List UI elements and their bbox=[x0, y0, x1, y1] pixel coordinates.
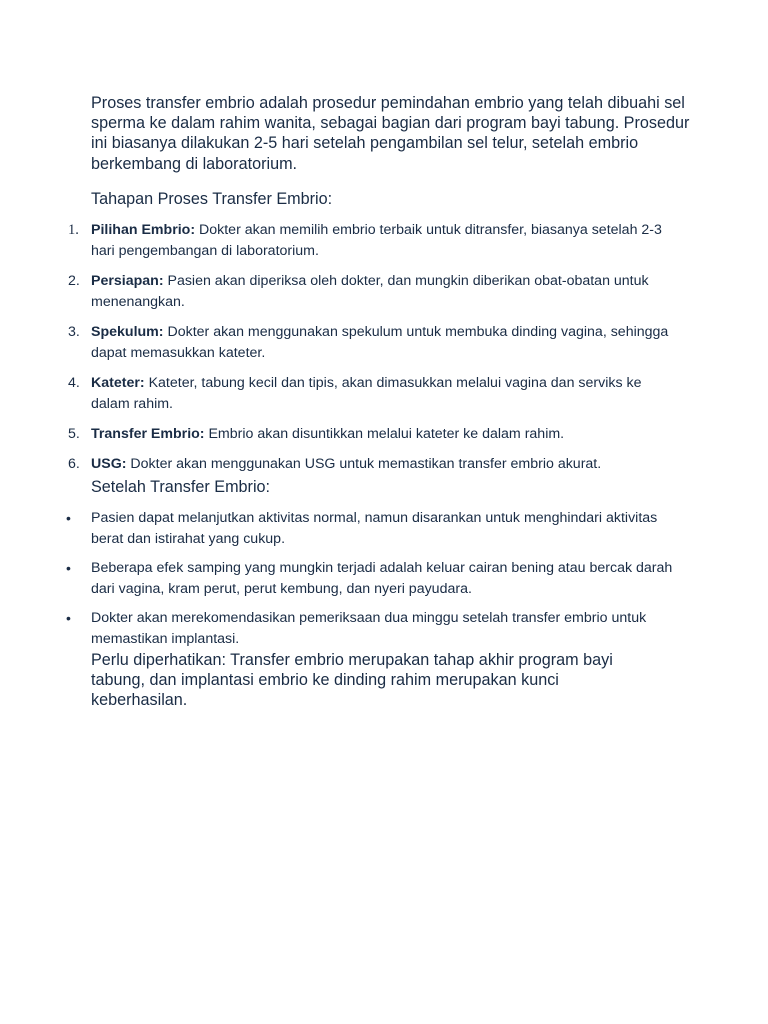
step-item-6 bbox=[0, 454, 681, 475]
bullet-dot-icon: • bbox=[66, 560, 71, 576]
step-text: Kateter, tabung kecil dan tipis, akan dimasukkan melalui vagina dan serviks ke dalam rahim. bbox=[91, 375, 642, 412]
step-text: Dokter akan menggunakan USG untuk memastikan transfer embrio akurat. bbox=[126, 456, 602, 472]
setelah-heading: Setelah Transfer Embrio: bbox=[91, 478, 271, 496]
step-term: Kateter: bbox=[91, 375, 145, 391]
step-item-3 bbox=[0, 322, 681, 364]
intro-paragraph: Proses transfer embrio adalah prosedur pemindahan embrio yang telah dibuahi sel sperma ke dalam rahim wanita, sebagai bagian dari program bayi tabung. Prosedur ini biasanya dilakukan 2-5 hari setelah pengambilan sel telur, setelah embrio berkembang di laboratorium. bbox=[91, 94, 690, 173]
bullet-item-2 bbox=[0, 558, 681, 600]
bullet-item-1 bbox=[0, 508, 681, 550]
step-number: 6. bbox=[68, 456, 80, 472]
step-term: USG: bbox=[91, 456, 127, 472]
bullet-dot-icon: • bbox=[66, 510, 71, 526]
bullet-text: Beberapa efek samping yang mungkin terjadi adalah keluar cairan bening atau bercak darah dari vagina, kram perut, perut kembung, dan nyeri payudara. bbox=[91, 560, 673, 597]
step-item-5 bbox=[0, 424, 681, 445]
step-item-1 bbox=[0, 220, 681, 262]
steps-list bbox=[0, 220, 768, 484]
step-term: Spekulum: bbox=[91, 324, 164, 340]
step-number: 3. bbox=[68, 324, 80, 340]
step-item-4 bbox=[0, 373, 681, 415]
bullet-dot-icon: • bbox=[66, 610, 71, 626]
note-paragraph: Perlu diperhatikan: Transfer embrio merupakan tahap akhir program bayi tabung, dan implantasi embrio ke dinding rahim merupakan kunci keberhasilan. bbox=[91, 651, 613, 710]
bullet-list bbox=[0, 508, 768, 658]
step-number: 5. bbox=[68, 426, 80, 442]
bullet-text: Pasien dapat melanjutkan aktivitas normal, namun disarankan untuk menghindari aktivitas berat dan istirahat yang cukup. bbox=[91, 510, 658, 547]
step-text: Dokter akan menggunakan spekulum untuk membuka dinding vagina, sehingga dapat memasukkan kateter. bbox=[91, 324, 669, 361]
bullet-text: Dokter akan merekomendasikan pemeriksaan dua minggu setelah transfer embrio untuk memastikan implantasi. bbox=[91, 610, 647, 647]
step-text: Dokter akan memilih embrio terbaik untuk ditransfer, biasanya setelah 2-3 hari pengembangan di laboratorium. bbox=[91, 222, 662, 259]
step-term: Transfer Embrio: bbox=[91, 426, 205, 442]
step-number: 1. bbox=[68, 222, 79, 238]
bullet-item-3 bbox=[0, 608, 681, 650]
step-term: Pilihan Embrio: bbox=[91, 222, 196, 238]
step-number: 4. bbox=[68, 375, 80, 391]
step-term: Persiapan: bbox=[91, 273, 164, 289]
step-text: Pasien akan diperiksa oleh dokter, dan mungkin diberikan obat-obatan untuk menenangkan. bbox=[91, 273, 649, 310]
step-number: 2. bbox=[68, 273, 80, 289]
step-item-2 bbox=[0, 271, 681, 313]
tahapan-heading: Tahapan Proses Transfer Embrio: bbox=[91, 190, 333, 208]
step-text: Embrio akan disuntikkan melalui kateter ke dalam rahim. bbox=[204, 426, 565, 442]
